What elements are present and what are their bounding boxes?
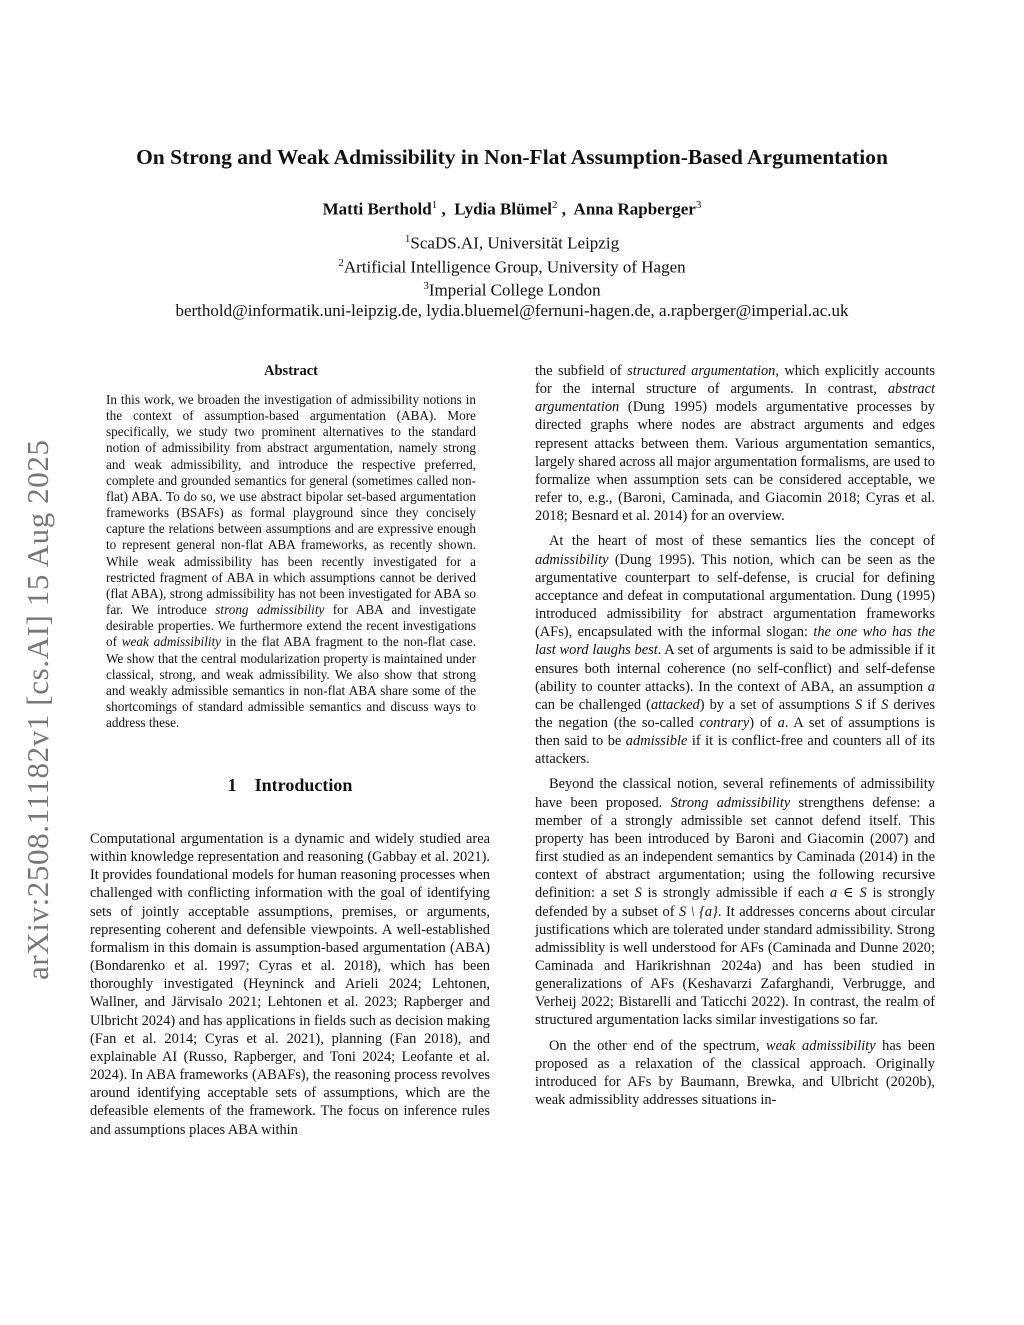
abstract-heading: Abstract [264, 363, 318, 379]
right-column [535, 362, 935, 1116]
section-title: Introduction [254, 775, 353, 795]
italic-run: a [777, 714, 785, 731]
abstract-body: In this work, we broaden the investigation of admissibility notions in the context of assumption-based argumentation (ABA). More specifically, we study two prominent alternatives to the standard notion of admissibility from abstract argumentation, namely strong and weak admissibility, and introduce the respective preferred, complete and grounded semantics for general (sometimes called non-flat) ABA. To do so, we use abstract bipolar set-based argumentation frameworks (BSAFs) as formal playground since they concisely capture the relations between assumptions and are expressive enough to represent general non-flat ABA frameworks, as recently shown. While weak admissibility has been recently investigated for a restricted fragment of ABA in which assumptions cannot be derived (flat ABA), strong admissibility has not been investigated for ABA so far. We introduce strong admissibility for ABA and investigate desirable properties. We furthermore extend the recent investigations of weak admissibility in the flat ABA fragment to the non-flat case. We show that the central modularization property is maintained under classical, strong, and weak admissibility. We also show that strong and weakly admissible semantics in non-flat ABA share some of the shortcomings of standard admissible semantics and discuss ways to address these. [106, 392, 476, 731]
italic-run: S [881, 696, 889, 713]
body-paragraph: On the other end of the spectrum, weak admissibility has been proposed as a relaxation of the classical approach. Originally introduced for AFs by Baumann, Brewka, and Ulbricht (2020b), weak admissiblity addresses situations in- [535, 1037, 935, 1109]
affiliation-sup: 3 [423, 280, 429, 292]
affiliation-text: ScaDS.AI, Universität Leipzig [410, 233, 620, 253]
italic-run: contrary [699, 714, 750, 731]
italic-run: weak admissibility [121, 634, 222, 650]
affiliation-sup: 1 [404, 233, 411, 245]
intro-paragraph: Computational argumentation is a dynamic and widely studied area within knowledge representation and reasoning (Gabbay et al. 2021). It provides foundational models for human reasoning processes when challenged with conflicting information with the goal of identifying sets of jointly acceptable assumptions, premises, or arguments, representing coherent and defensible viewpoints. A well-established formalism in this domain is assumption-based argumentation (ABA) (Bondarenko et al. 1997; Cyras et al. 2018), which has been thoroughly investigated (Heyninck and Arieli 2024; Lehtonen, Wallner, and Järvisalo 2021; Lehtonen et al. 2023; Rapberger and Ulbricht 2024) and has applications in fields such as decision making (Fan et al. 2014; Cyras et al. 2021), planning (Fan 2018), and explainable AI (Russo, Rapberger, and Toni 2024; Leofante et al. 2024). In ABA frameworks (ABAFs), the reasoning process revolves around identifying acceptable sets of assumptions, which are the defeasible elements of the framework. The focus on inference rules and assumptions places ABA within [90, 831, 490, 1138]
body-paragraph: the subfield of structured argumentation, which explicitly accounts for the internal structure of arguments. In contrast, abstract argumentation (Dung 1995) models argumentative processes by directed graphs where nodes are abstract arguments and edges represent attacks between them. Various argumentation semantics, largely shared across all major argumentation formalisms, are used to formalize when assumption sets can be considered acceptable, we refer to, e.g., (Baroni, Caminada, and Giacomin 2018; Cyras et al. 2018; Besnard et al. 2014) for an overview. [535, 363, 935, 525]
author-name: Matti Berthold [322, 199, 432, 219]
body-paragraph: Beyond the classical notion, several refinements of admissibility have been proposed. Strong admissibility strengthens defense: a member of a strongly admissible set cannot defend itself. This property has been introduced by Baroni and Giacomin (2007) and first studied as an independent semantics by Caminada (2014) in the context of abstract argumentation; using the following recursive definition: a set S is strongly admissible if each a ∈ S is strongly defended by a subset of S \ {a}. It addresses concerns about circular justifications which are tolerated under standard admissibility. Strong admissiblity is well understood for AFs (Caminada and Dunne 2020; Caminada and Harikrishnan 2024a) and has been studied in generalizations of AFs (Keshavarzi Zafarghandi, Verbrugge, and Verheij 2022; Bistarelli and Taticchi 2022). In contrast, the realm of structured argumentation lacks similar investigations so far. [535, 776, 936, 1029]
author-emails: berthold@informatik.uni-leipzig.de, lydia.bluemel@fernuni-hagen.de, a.rapberger@imperial.ac.uk [175, 301, 849, 320]
italic-run: the one who has the last word laughs best [535, 624, 935, 659]
italic-run: attacked [650, 696, 700, 713]
author-list: Matti Berthold$^1$ , Lydia Blümel$^2$ , Anna Rapberger$^3$ [322, 199, 702, 219]
italic-run: a [927, 678, 935, 695]
author-sup: 3 [695, 199, 702, 211]
affiliation-text: Imperial College London [428, 280, 601, 300]
italic-run: weak admissibility [765, 1037, 876, 1054]
italic-run: S [854, 696, 863, 713]
section-heading [90, 775, 490, 796]
italic-run: Strong admissibility [670, 794, 791, 811]
italic-run: admissibility [535, 551, 609, 568]
affiliation-text: Artificial Intelligence Group, University of Hagen [343, 257, 686, 277]
section-number: 1 [227, 775, 237, 795]
italic-run: abstract argumentation [535, 381, 935, 416]
author-name: Anna Rapberger [573, 199, 696, 219]
author-sup: 1 [431, 199, 438, 211]
italic-run: structured argumentation [627, 363, 776, 379]
paper-title: On Strong and Weak Admissibility in Non-Flat Assumption-Based Argumentation [136, 145, 888, 169]
italic-run: S \ {a} [678, 903, 718, 920]
italic-run: S [634, 885, 642, 902]
arxiv-stamp: arXiv:2508.11182v1 [cs.AI] 15 Aug 2025 [20, 439, 55, 980]
intro-column [90, 830, 490, 1139]
italic-run: strong admissibility [215, 602, 325, 618]
author-sup: 2 [551, 199, 558, 211]
italic-run: a ∈ S [830, 885, 867, 902]
italic-run: admissible [625, 733, 688, 750]
affiliation-sup: 2 [338, 257, 344, 269]
author-name: Lydia Blümel [454, 199, 552, 219]
body-paragraph: At the heart of most of these semantics lies the concept of admissibility (Dung 1995). This notion, which can be seen as the argumentative counterpart to self-defense, is crucial for defining acceptance and defeat in computational argumentation. Dung (1995) introduced admissibility for abstract argumentation frameworks (AFs), encapsulated with the informal slogan: the one who has the last word laughs best. A set of arguments is said to be admissible if it ensures both internal coherence (no self-conflict) and self-defense (ability to counter attacks). In the context of ABA, an assumption a can be challenged (attacked) by a set of assumptions S if S derives the negation (the so-called contrary) of a. A set of assumptions is then said to be admissible if it is conflict-free and counters all of its attackers. [535, 533, 935, 768]
